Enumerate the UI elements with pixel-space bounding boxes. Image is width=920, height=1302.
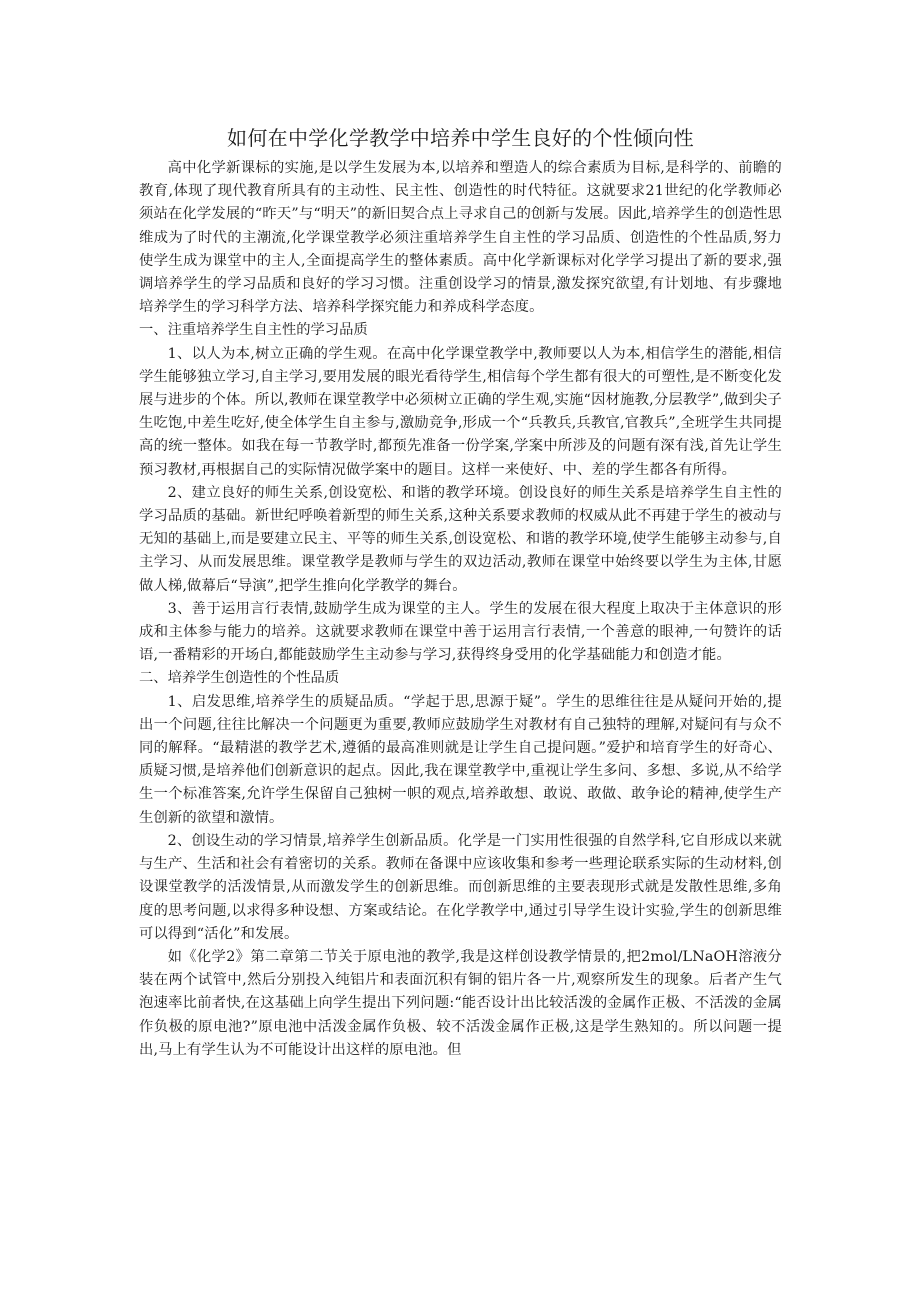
intro-paragraph: 高中化学新课标的实施,是以学生发展为本,以培养和塑造人的综合素质为目标,是科学的、前瞻的教育,体现了现代教育所具有的主动性、民主性、创造性的时代特征。这就要求21世纪的化学教师必须站在化学发展的“昨天”与“明天”的新旧契合点上寻求自己的创新与发展。因此,培养学生的创造性思维成为了时代的主潮流,化学课堂教学必须注重培养学生自主性的学习品质、创造性的个性品质,努力使学生成为课堂中的主人,全面提高学生的整体素质。高中化学新课标对化学学习提出了新的要求,强调培养学生的学习品质和良好的学习习惯。注重创设学习的情景,激发探究欲望,有计划地、有步骤地培养学生的学习科学方法、培养科学探究能力和养成科学态度。 [139, 160, 782, 316]
section2-paragraph-3: 如《化学2》第二章第二节关于原电池的教学,我是这样创设教学情景的,把2mol/LNaOH溶液分装在两个试管中,然后分别投入纯铝片和表面沉积有铜的铝片各一片,观察所发生的现象。后者产生气泡速率比前者快,在这基础上向学生提出下列问题:“能否设计出比较活泼的金属作正极、不活泼的金属作负极的原电池?”原电池中活泼金属作负极、较不活泼金属作正极,这是学生熟知的。所以问题一提出,马上有学生认为不可能设计出这样的原电池。但 [139, 948, 782, 1058]
section-heading-1: 一、注重培养学生自主性的学习品质 [139, 322, 368, 339]
document-body [139, 124, 782, 1062]
section1-paragraph-1: 1、以人为本,树立正确的学生观。在高中化学课堂教学中,教师要以人为本,相信学生的潜能,相信学生能够独立学习,自主学习,要用发展的眼光看待学生,相信每个学生都有很大的可塑性,是不断变化发展与进步的个体。所以,教师在课堂教学中必须树立正确的学生观,实施“因材施教,分层教学”,做到尖子生吃饱,中差生吃好,使全体学生自主参与,激励竞争,形成一个“兵教兵,兵教官,官教兵”,全班学生共同提高的统一整体。如我在每一节教学时,都预先准备一份学案,学案中所涉及的问题有深有浅,首先让学生预习教材,再根据自己的实际情况做学案中的题目。这样一来使好、中、差的学生都各有所得。 [139, 345, 782, 478]
section-heading-2: 二、培养学生创造性的个性品质 [139, 670, 340, 687]
section2-paragraph-1: 1、启发思维,培养学生的质疑品质。“学起于思,思源于疑”。学生的思维往往是从疑问开始的,提出一个问题,往往比解决一个问题更为重要,教师应鼓励学生对教材有自己独特的理解,对疑问有与众不同的解释。“最精湛的教学艺术,遵循的最高准则就是让学生自己提问题。”爱护和培育学生的好奇心、质疑习惯,是培养他们创新意识的起点。因此,我在课堂教学中,重视让学生多问、多想、多说,从不给学生一个标准答案,允许学生保留自己独树一帜的观点,培养敢想、敢说、敢做、敢争论的精神,使学生产生创新的欲望和激情。 [139, 693, 782, 826]
section1-paragraph-3: 3、善于运用言行表情,鼓励学生成为课堂的主人。学生的发展在很大程度上取决于主体意识的形成和主体参与能力的培养。这就要求教师在课堂中善于运用言行表情,一个善意的眼神,一句赞许的话语,一番精彩的开场白,都能鼓励学生主动参与学习,获得终身受用的化学基础能力和创造才能。 [139, 600, 782, 664]
section1-paragraph-2: 2、建立良好的师生关系,创设宽松、和谐的教学环境。创设良好的师生关系是培养学生自主性的学习品质的基础。新世纪呼唤着新型的师生关系,这种关系要求教师的权威从此不再建于学生的被动与无知的基础上,而是要建立民主、平等的师生关系,创设宽松、和谐的教学环境,使学生能够主动参与,自主学习、从而发展思维。课堂教学是教师与学生的双边活动,教师在课堂中始终要以学生为主体,甘愿做人梯,做幕后“导演”,把学生推向化学教学的舞台。 [139, 484, 782, 594]
section2-paragraph-2: 2、创设生动的学习情景,培养学生创新品质。化学是一门实用性很强的自然学科,它自形成以来就与生产、生活和社会有着密切的关系。教师在备课中应该收集和参考一些理论联系实际的生动材料,创设课堂教学的活泼情景,从而激发学生的创新思维。而创新思维的主要表现形式就是发散性思维,多角度的思考问题,以求得多种设想、方案或结论。在化学教学中,通过引导学生设计实验,学生的创新思维可以得到“活化”和发展。 [139, 832, 782, 942]
document-title: 如何在中学化学教学中培养中学生良好的个性倾向性 [227, 126, 694, 150]
